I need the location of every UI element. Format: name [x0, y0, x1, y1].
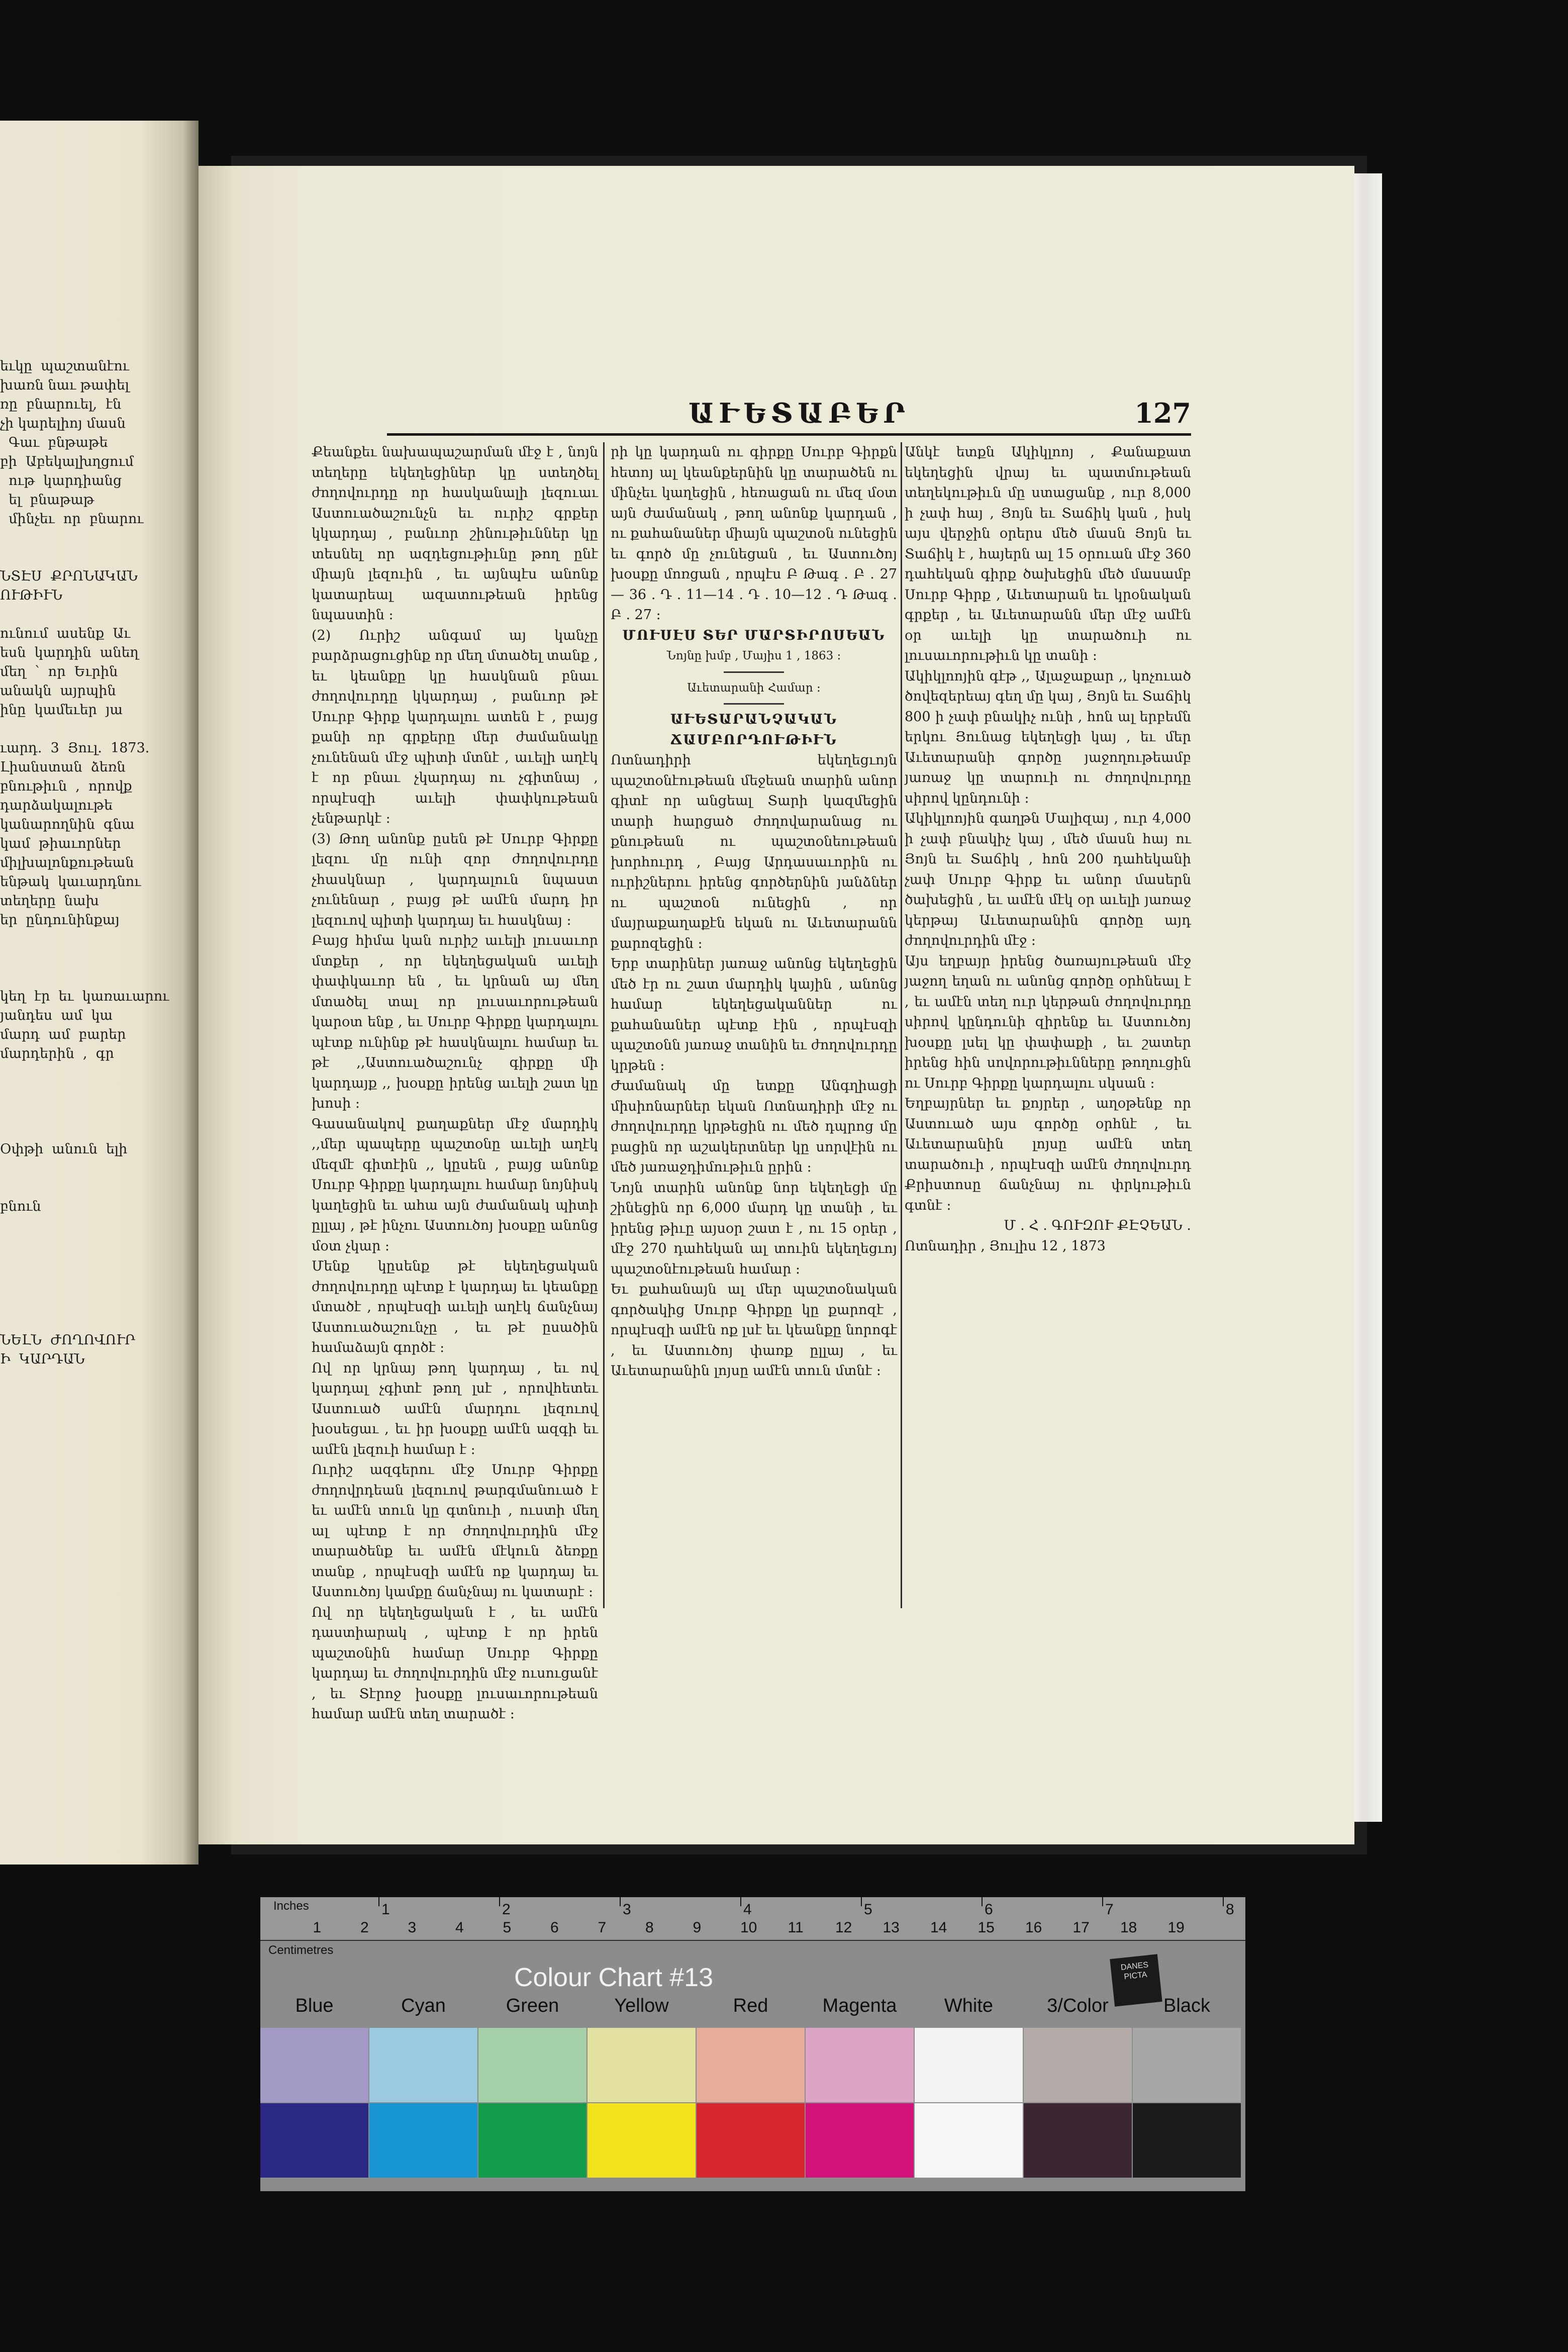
- cm-tick-label: 10: [740, 1919, 757, 1936]
- paragraph: (2) Ուրիշ անգամ այ կանչը բարձրացուցինք որ մեղ մտածել տանք , եւ կեանքը կը հասկնան բնաւ ժողովուրդը կկարդայ , բանւոր թէ Սուրբ Գիրք կարդալու ատեն է , բայց քանի որ գրքերը մեր ժամանակը չունենան մէջ պիտի մտնէ , աւելի աղէկ է որ բնաւ չկարդայ ու չգիտնայ , որպէսզի աւելի փափկութեան չենթարկէ :: [312, 627, 598, 826]
- cm-tick-label: 6: [550, 1919, 559, 1936]
- paragraph: (3) Թող անոնք ըսեն թէ Սուրբ Գիրքը լեզու մը ունի զոր ժողովուրդը չհասկնար , կարդալուն նպաստ չունենար , բայց թէ ամէն մարդ իր լեզուով պիտի կարդայ եւ հասկնայ :: [312, 831, 598, 928]
- chart-title: Colour Chart #13: [514, 1963, 713, 1992]
- centimetres-label: Centimetres: [268, 1943, 334, 1957]
- ruler: [260, 1897, 1245, 1957]
- cm-tick-label: 9: [693, 1919, 702, 1936]
- colour-patch-solid: [1024, 2103, 1132, 2178]
- cm-tick-label: 14: [930, 1919, 947, 1936]
- inch-tick: [499, 1897, 500, 1906]
- header-rule: [387, 433, 1191, 436]
- colour-patch-solid: [478, 2103, 586, 2178]
- text-column-2: [611, 442, 897, 1382]
- cm-tick-label: 11: [788, 1919, 804, 1936]
- paragraph: Ով որ եկեղեցական է , եւ ամէն դաստիարակ , պէտք է որ իրեն պաշտօնին համար Սուրբ Գիրքը կարդայ եւ ժողովուրդին մէջ ուսուցանէ , եւ Տէրոջ խօսքը լուսաւորութեան համար ամէն տեղ տարածէ :: [312, 1604, 598, 1722]
- paragraph: Եւ քահանայն ալ մեր պաշտօնական գործակից Սուրբ Գիրքը կը քարոզէ , որպէսզի ամէն ոք լսէ եւ կեանքը նորոգէ , եւ Աստուծոյ փառք ըլլայ , եւ Աւետարանին լոյսը ամէն տուն մտնէ :: [611, 1282, 897, 1379]
- paragraph: Ժամանակ մը ետքը Անգղիացի միսիոնարներ եկան Ոտնադիրի մէջ ու ժողովուրդը կրթեցին ու մեծ դպրոց մը բացին որ աշակերտներ կը սորվէին ու մեծ յառաջդիմութիւն ըրին :: [611, 1078, 897, 1175]
- inch-tick-label: 4: [743, 1901, 752, 1918]
- paragraph: Ակիկլոոյին գէթ ,, Ալաջաքար ,, կոչուած ծովեզերեայ գեղ մը կայ , Յոյն եւ Տաճիկ 800 ի չափ բնակիչ ունի , հոն ալ երբեմն երկու Յունաց եկեղեցի կայ , եւ մեր Աւետարանի գործը յաջողութեամբ յառաջ կը տարուի ու ժողովուրդը սիրով կընդունի :: [905, 668, 1191, 806]
- inch-tick: [1223, 1897, 1224, 1906]
- colour-patch-tint: [806, 2028, 914, 2102]
- page-number: 127: [1134, 397, 1191, 429]
- colour-patch-tint: [1024, 2028, 1132, 2102]
- inch-tick-label: 8: [1226, 1901, 1234, 1918]
- colour-patch-solid: [369, 2103, 477, 2178]
- patch-label: Black: [1163, 1995, 1210, 2016]
- patch-label: White: [944, 1995, 994, 2016]
- inch-tick-label: 7: [1105, 1901, 1114, 1918]
- patch-label: Blue: [295, 1995, 334, 2016]
- page-header: [387, 392, 1191, 437]
- brand-logo: DANES PICTA: [1110, 1954, 1162, 2006]
- colour-patch-tint: [587, 2028, 696, 2102]
- colour-patch-solid: [697, 2103, 805, 2178]
- paragraph: Անկէ ետքն Ակիկլոոյ , Քանաքատ եկեղեցին վրայ եւ պատմութեան տեղեկութիւն մը ստացանք , ուր 8,000 ի չափ հայ , Յոյն եւ Տաճիկ կան , իսկ այս վերջին օրերս մեծ մասն Յոյն եւ Տաճիկ է , հայերն ալ 15 օրուան մէջ 360 դահեկան գիրք ծախեցին մեծ մասամբ Սուրբ Գիրք , Աւետարան եւ կրօնական գրքեր , եւ Աւետարանն մեր մէջ ամէն օր աւելի կը տարածուի ու լուսաւորութիւն կը տանի :: [905, 444, 1191, 663]
- cm-tick-label: 16: [1025, 1919, 1042, 1936]
- column-rule: [603, 442, 605, 1608]
- inch-tick: [620, 1897, 621, 1906]
- patch-label: Magenta: [822, 1995, 897, 2016]
- author-line: ՄՈՒՍԷՍ ՏԵՐ ՄԱՐՏԻՐՈՍԵԱՆ: [622, 627, 886, 643]
- colour-patch-tint: [260, 2028, 368, 2102]
- paragraph: Այս եղբայր իրենց ծառայութեան մէջ յաջող եղան ու անոնց գործը օրհնեալ է , եւ ամէն տեղ ուր կերթան ժողովուրդը սիրով կընդունի զիրենք եւ Աստուծոյ խօսքը լսել կը փափաքի , եւ շատեր իրենց հին սովորութիւնները թողուցին ու Սուրբ Գիրքը կարդալու սկսան :: [905, 953, 1191, 1091]
- patch-label: Yellow: [614, 1995, 669, 2016]
- paragraph: Քեանքեւ նախապաշարման մէջ է , նոյն տեղերը եկեղեցիներ կը ստեղծել ժողովուրդը որ հասկանալի լեզուաւ Աստուածաշունչն եւ ուրիշ գրքեր կկարդայ , բանւոր շինութիւններ կը տեսնել որ ազդեցութիւնը թող ընէ միայն լեզուին , եւ այնպէս անոնք կատարեալ ազատութեան իրենց նպաստին :: [312, 444, 598, 623]
- patch-label: Cyan: [401, 1995, 446, 2016]
- inch-tick-label: 5: [864, 1901, 872, 1918]
- cm-tick-label: 8: [645, 1919, 654, 1936]
- colour-patch-solid: [915, 2103, 1023, 2178]
- patch-label: Green: [506, 1995, 559, 2016]
- inch-tick: [982, 1897, 983, 1906]
- paragraph: Գասանակով քաղաքներ մէջ մարդիկ ,,մեր պապերը պաշտօնը աւելի աղէկ մեզմէ գիտէին ,, կըսեն , բայց անոնք Սուրբ Գիրքը կարդալու համար նոյնիսկ կաղեցին եւ ահա այն ժամանակ պիտի ըլլայ , թէ ինչու Աստուծոյ խօսքը անոնց մօտ չկար :: [312, 1116, 598, 1254]
- paragraph: Երբ տարիներ յառաջ անոնց եկեղեցին մեծ էր ու շատ մարդիկ կային , անոնց համար եկեղեցականներ ու քահանաներ պէտք էին , որպէսզի պաշտօնն յառաջ տանին եւ ժողովուրդը կրթեն :: [611, 956, 897, 1073]
- column-rule: [901, 442, 902, 1608]
- paragraph: Բայց հիմա կան ուրիշ աւելի լուսաւոր մտքեր , որ եկեղեցական աւելի փափկաւոր են , եւ կրնան այ մեղ մտածել տալ որ լուսաւորութեան կարօտ ենք , եւ Սուրբ Գիրքը կարդալու պէտք ունինք թէ հասկնալու համար եւ թէ ,,Աստուածաշունչ գիրքը մի կարդայք ,, խօսքը իրենց աւելի շատ կը խոսի :: [312, 933, 598, 1111]
- dateline: Նոյնը խմբ , Մայիս 1 , 1863 :: [666, 649, 841, 662]
- running-title: ԱՒԵՏԱԲԵՐ: [689, 397, 911, 429]
- cm-tick-label: 15: [977, 1919, 995, 1936]
- section-note: Աւետարանի Համար :: [687, 681, 821, 695]
- text-column-1: [312, 442, 598, 1725]
- inch-tick-label: 1: [381, 1901, 390, 1918]
- paragraph: Ոտնադիրի եկեղեցւոյն պաշտօնէութեան մեջեան տարին անոր գիտէ որ անցեալ Տարի կազմեցին տարի հարցած ժողովարանաց ու քնութեան ու պաշտօնեութեան խորհուրդ , Բայց Արդասաւորին ու ուրիշներու իրենց գործերնին յանձներ ու պաշտօն ունեցին , որ մայրաքաղաքէն եկան ու Աւետարանն քարոզեցին :: [611, 752, 897, 951]
- cm-tick-label: 17: [1072, 1919, 1090, 1936]
- colour-patch-solid: [1133, 2103, 1241, 2178]
- paragraph: րի կը կարդան ու գիրքը Սուրբ Գիրքն հետոյ ալ կեանքերնին կը տարածեն ու մինչեւ կաղեցին , հեռացան ու մեզ մօտ այն ժամանակ , թող անոնք կարդան , ու քահանաներ միայն պաշտօն ունեցին եւ գործ մը չունեցան , եւ Աստուծոյ խօսքը մոռցան , որպէս Բ Թագ . Բ . 27— 36 . Դ . 11—14 . Դ . 10—12 . Դ Թագ . Բ . 27 :: [611, 444, 897, 623]
- cm-tick-label: 2: [360, 1919, 369, 1936]
- left-page: [0, 121, 199, 1865]
- section-heading: ԱՒԵՏԱՐԱՆՉԱԿԱՆ ՃԱՄԲՈՐԴՈՒԹԻՒՆ: [670, 712, 838, 748]
- inch-tick-label: 6: [985, 1901, 993, 1918]
- cm-tick-label: 13: [883, 1919, 900, 1936]
- cm-tick-label: 18: [1120, 1919, 1137, 1936]
- text-column-3: [905, 442, 1191, 1256]
- patch-label: 3/Color: [1047, 1995, 1109, 2016]
- paragraph: Մենք կըսենք թէ եկեղեցական ժողովուրդը պէտք է կարդայ եւ կեանքը մտածէ , որպէսզի աւելի աղէկ ճանչնայ Աստուածաշունչը , եւ թէ ըսածին համաձայն գործէ :: [312, 1258, 598, 1355]
- colour-patch-tint: [1133, 2028, 1241, 2102]
- paragraph: Ուրիշ ազգերու մէջ Սուրբ Գիրքը ժողովրդեան լեզուով թարգմանուած է եւ ամէն տուն կը գտնուի , ուստի մեղ ալ պէտք է որ ժողովուրդին մէջ տարածենք եւ ամէն մէկուն ձեռքը տանք , որպէսզի ամէն ոք կարդայ եւ Աստուծոյ կամքը ճանչնայ ու կատարէ :: [312, 1462, 598, 1600]
- colour-patch-solid: [587, 2103, 696, 2178]
- separator: [724, 671, 784, 673]
- paragraph: Ով որ կրնայ թող կարդայ , եւ ով կարդալ չգիտէ թող լսէ , որովհետեւ Աստուած ամէն մարդու լեզուով խօսեցաւ , եւ իր խօսքը ամէն ազգի եւ ամէն լեզուի համար է :: [312, 1360, 598, 1457]
- paragraph: Նոյն տարին անոնք նոր եկեղեցի մը շինեցին որ 6,000 մարդ կը տանի , եւ իրենց թիւը այսօր շատ է , ու 15 օրեր , մէջ 270 դահեկան ալ տուին եկեղեցւոյ պաշտօնէութեան համար :: [611, 1180, 897, 1277]
- patch-label: Red: [733, 1995, 768, 2016]
- colour-patch-tint: [915, 2028, 1023, 2102]
- colour-patch-solid: [260, 2103, 368, 2178]
- inch-tick: [378, 1897, 379, 1906]
- cm-tick-label: 1: [313, 1919, 322, 1936]
- cm-tick-label: 5: [503, 1919, 512, 1936]
- inch-tick: [861, 1897, 862, 1906]
- paragraph: Եղբայրներ եւ քոյրեր , աղօթենք որ Աստուած այս գործը օրհնէ , եւ Աւետարանին լոյսը ամէն տեղ տարածուի , որպէսզի ամէն ժողովուրդ Քրիստոսը ճանչնայ ու փրկութիւն գտնէ :: [905, 1096, 1191, 1213]
- inch-tick-label: 3: [623, 1901, 631, 1918]
- separator: [724, 703, 784, 705]
- cm-tick-label: 7: [598, 1919, 607, 1936]
- inch-tick: [740, 1897, 741, 1906]
- left-page-text: եւկը պաշտանէու խառն նաւ թափել ռը բնարուել, էն չի կարելիոյ մասն Գաւ բնթաթե բի Աբեկալխղցում ութ կարդիանց ել բնաթաթ մինչեւ որ բնարու ՆՏԷՍ ՔՐՈՆԱԿԱՆ ՈՒԹԻՒՆ ունում ասենք Աւ եսն կարդին անեղ մեղ ՝ որ Եւրին անակն այրպին ինը կամեւեր յա ւարդ. 3 Յուլ. 1873. Լիանստան ձեռն բնութիւն , որովք դարձակալութե կանարողնին գնա կամ թիաւորներ միլխալոնքութեան ենթակ կաւարդնու տեղերը նախ եր ընդունինքայ կեղ էր եւ կառաւարու յանդես ամ կա մարդ ամ բարեր մարդերին , գր Օփթի անուն ելի բնուն ՆԵԼՆ ԺՈՂՈՎՈՒՐ Ի ԿԱՐԴԱՆ: [0, 358, 169, 1367]
- signature-date: Ոտնադիր , Յուլիս 12 , 1873: [905, 1238, 1106, 1254]
- colour-patch-tint: [369, 2028, 477, 2102]
- paragraph: Ակիկլոոյին գաղթն Մալիզայ , ուր 4,000 ի չափ բնակիչ կայ , մեծ մասն հայ ու Յոյն եւ Տաճիկ , հոն 200 դահեկանի չափ Սուրբ Գիրք եւ անոր մասերն ծախեցին , եւ ամէն մէկ օր աւելի յառաջ կերթայ Աւետարանին գործը այդ ժողովուրդին մէջ :: [905, 811, 1191, 948]
- cm-tick-label: 12: [835, 1919, 852, 1936]
- cm-tick-label: 3: [408, 1919, 417, 1936]
- inch-tick-label: 2: [502, 1901, 511, 1918]
- colour-patch-tint: [478, 2028, 586, 2102]
- inch-tick: [1102, 1897, 1103, 1906]
- cm-tick-label: 19: [1167, 1919, 1185, 1936]
- signature: Մ . Հ . ԳՈՒԶՈՒ ՔԷՉԵԱՆ .: [1004, 1218, 1191, 1233]
- cm-tick-label: 4: [455, 1919, 464, 1936]
- inches-label: Inches: [273, 1899, 309, 1913]
- colour-patch-solid: [806, 2103, 914, 2178]
- colour-chart: [260, 1897, 1245, 2191]
- colour-patch-tint: [697, 2028, 805, 2102]
